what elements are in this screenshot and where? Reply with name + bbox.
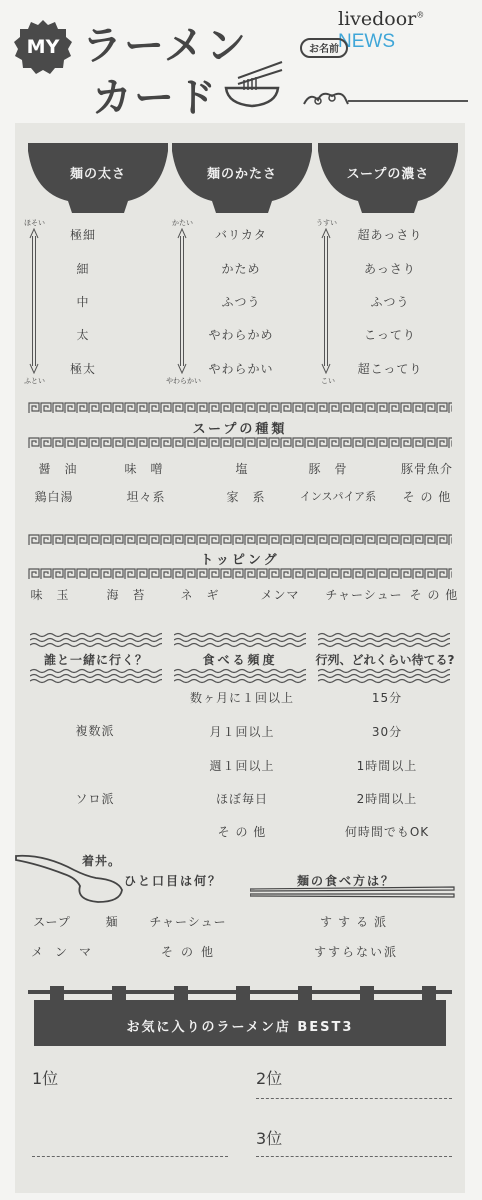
pattern-border	[28, 437, 452, 449]
wait-question: 行列、どれくらい待てる?	[315, 653, 455, 667]
topping-title: トッピング	[200, 553, 280, 568]
soup-type-option[interactable]: インスパイア系	[299, 490, 377, 503]
wave-divider	[318, 668, 450, 684]
chopsticks-icon	[250, 886, 456, 898]
soup-richness-label: スープの濃さ	[346, 167, 430, 182]
richness-option[interactable]: 超こってり	[357, 362, 423, 376]
first-bite-question: ひと口目は何？	[124, 874, 223, 888]
frequency-option[interactable]: ほぼ毎日	[215, 792, 268, 806]
page-title-line1: ラーメン	[82, 23, 248, 69]
eating-style-question: 麺の食べ方は？	[296, 874, 395, 888]
wave-divider	[174, 668, 306, 684]
soup-type-option[interactable]: 家 系	[226, 490, 266, 504]
firmness-bottom-hint: やわらかい	[166, 377, 201, 385]
firmness-option[interactable]: ふつう	[221, 295, 261, 309]
frequency-option[interactable]: 週１回以上	[209, 759, 275, 773]
first-bite-option[interactable]: チャーシュー	[149, 915, 227, 929]
pattern-border	[28, 534, 452, 546]
soup-type-option[interactable]: 豚骨魚介	[400, 462, 453, 476]
topping-option[interactable]: メンマ	[260, 588, 300, 602]
topping-option[interactable]: 味 玉	[30, 588, 70, 602]
soup-type-option[interactable]: 豚 骨	[308, 462, 348, 476]
page-title-line2: カード	[92, 75, 218, 121]
livedoor-news-logo[interactable]: livedoor® NEWS	[338, 8, 425, 52]
richness-top-hint: うすい	[316, 219, 337, 227]
richness-option[interactable]: あっさり	[364, 262, 416, 276]
noren-loop	[174, 986, 188, 1000]
rank-1-label: 1位	[32, 1069, 59, 1088]
frequency-question: 食べる頻度	[202, 653, 278, 667]
wait-option[interactable]: 30分	[371, 725, 403, 739]
firmness-option[interactable]: かため	[221, 262, 261, 276]
wait-option[interactable]: 2時間以上	[356, 792, 418, 806]
thickness-option[interactable]: 極細	[69, 228, 96, 242]
topping-option[interactable]: チャーシュー	[325, 588, 403, 602]
wave-divider	[174, 632, 306, 648]
wait-option[interactable]: 15分	[371, 691, 403, 705]
pattern-border	[28, 568, 452, 580]
rank-2-line[interactable]	[256, 1098, 452, 1099]
first-bite-option[interactable]: その他	[160, 945, 221, 959]
richness-bottom-hint: こい	[321, 377, 335, 385]
noren-loop	[236, 986, 250, 1000]
frequency-option[interactable]: そ の 他	[217, 825, 267, 839]
thickness-bottom-hint: ふとい	[24, 377, 45, 385]
noren-loop	[50, 986, 64, 1000]
frequency-option[interactable]: 数ヶ月に１回以上	[189, 691, 294, 705]
first-bite-line1: 着丼。	[82, 854, 122, 868]
richness-arrow-icon	[321, 228, 331, 374]
noren-loop	[422, 986, 436, 1000]
richness-option[interactable]: 超あっさり	[357, 228, 423, 242]
soup-type-option[interactable]: 塩	[235, 462, 249, 476]
wave-divider	[30, 668, 162, 684]
rank-1-line[interactable]	[32, 1156, 228, 1157]
first-bite-option[interactable]: 麺	[105, 915, 119, 929]
first-bite-option[interactable]: メンマ	[30, 945, 103, 959]
name-line[interactable]	[348, 100, 468, 102]
firmness-top-hint: かたい	[172, 219, 193, 227]
first-bite-option[interactable]: スープ	[33, 915, 71, 929]
thickness-top-hint: ほそい	[24, 219, 45, 227]
frequency-option[interactable]: 月１回以上	[209, 725, 275, 739]
companion-question: 誰と一緒に行く？	[43, 653, 148, 667]
firmness-option[interactable]: やわらかめ	[208, 328, 274, 342]
firmness-arrow-icon	[177, 228, 187, 374]
soup-type-option[interactable]: 醤 油	[38, 462, 78, 476]
wave-divider	[318, 632, 450, 648]
noren-loop	[112, 986, 126, 1000]
firmness-option[interactable]: やわらかい	[208, 362, 274, 376]
pattern-border	[28, 402, 452, 414]
topping-option[interactable]: そ の 他	[409, 588, 459, 602]
richness-option[interactable]: こってり	[364, 328, 416, 342]
thickness-option[interactable]: 中	[76, 295, 90, 309]
soup-type-option[interactable]: そ の 他	[402, 490, 452, 504]
topping-option[interactable]: 海 苔	[106, 588, 146, 602]
soup-type-option[interactable]: 坦々系	[126, 490, 166, 504]
noren-loop	[298, 986, 312, 1000]
thickness-option[interactable]: 太	[76, 328, 90, 342]
noodle-firmness-label: 麺のかたさ	[206, 167, 277, 182]
eating-style-option[interactable]: すすらない派	[313, 945, 399, 959]
wait-option[interactable]: 何時間でもOK	[344, 825, 430, 839]
companion-option[interactable]: ソロ派	[75, 792, 115, 806]
wait-option[interactable]: 1時間以上	[356, 759, 418, 773]
rank-3-line[interactable]	[256, 1156, 452, 1157]
rank-3-label: 3位	[256, 1129, 283, 1148]
ramen-bowl-chopsticks-icon	[220, 58, 284, 108]
best3-title: お気に入りのラーメン店 BEST3	[126, 1020, 354, 1035]
noren-loop	[360, 986, 374, 1000]
companion-option[interactable]: 複数派	[75, 724, 115, 738]
richness-option[interactable]: ふつう	[370, 295, 410, 309]
cloud-ornament-icon	[302, 88, 350, 110]
my-badge-text: MY	[26, 36, 60, 58]
firmness-option[interactable]: バリカタ	[215, 228, 267, 242]
soup-type-option[interactable]: 味 噌	[124, 462, 164, 476]
thickness-arrow-icon	[29, 228, 39, 374]
noodle-thickness-label: 麺の太さ	[69, 167, 126, 182]
rank-2-label: 2位	[256, 1069, 283, 1088]
thickness-option[interactable]: 極太	[69, 362, 96, 376]
wave-divider	[30, 632, 162, 648]
thickness-option[interactable]: 細	[76, 262, 90, 276]
name-label: お名前	[300, 38, 348, 58]
topping-option[interactable]: ネ ギ	[180, 588, 220, 602]
soup-type-title: スープの種類	[192, 422, 288, 437]
eating-style-option[interactable]: すする派	[319, 915, 393, 929]
soup-type-option[interactable]: 鶏白湯	[34, 490, 74, 504]
